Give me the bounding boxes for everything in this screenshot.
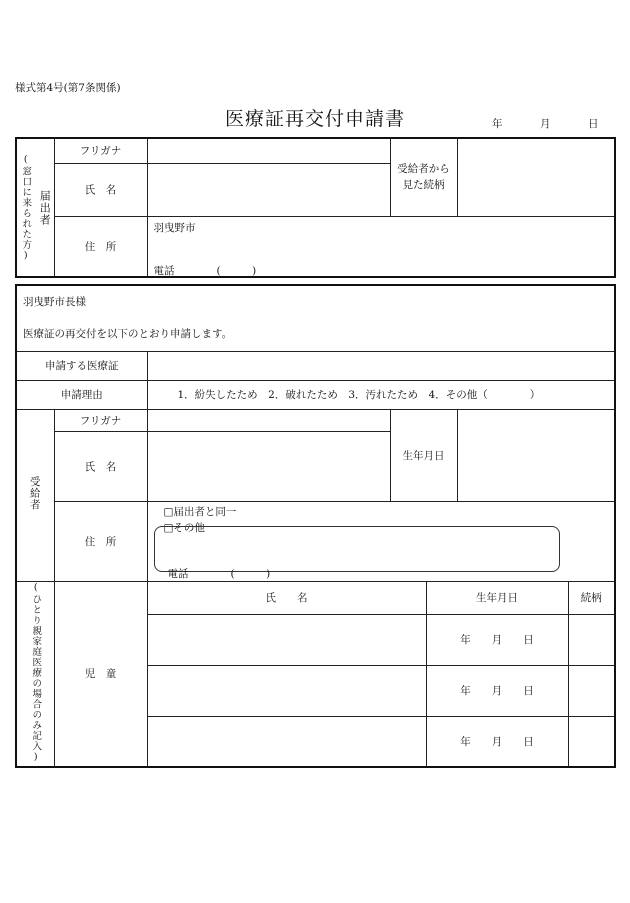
child-birth-field[interactable]: 年 月 日 xyxy=(426,614,568,665)
child-relation-field[interactable] xyxy=(568,665,615,716)
child-name-field[interactable] xyxy=(147,665,426,716)
applicant-name-label: 氏 名 xyxy=(54,163,147,216)
applicant-furigana-label: フリガナ xyxy=(54,138,147,163)
addressee: 羽曳野市長様 xyxy=(16,285,615,317)
applicant-name-field[interactable] xyxy=(147,163,390,216)
date-year-label: 年 xyxy=(492,118,503,130)
recipient-birth-field[interactable] xyxy=(457,409,615,501)
recipient-name-field[interactable] xyxy=(147,431,390,501)
recipient-furigana-field[interactable] xyxy=(147,409,390,431)
child-birth-field[interactable]: 年 月 日 xyxy=(426,716,568,767)
date-day-label: 日 xyxy=(588,118,599,130)
applicant-furigana-field[interactable] xyxy=(147,138,390,163)
request-table xyxy=(15,284,616,768)
same-as-applicant-checkbox[interactable]: □届出者と同一 xyxy=(163,505,237,518)
recipient-address-field[interactable] xyxy=(147,501,615,581)
date-month-label: 月 xyxy=(540,118,551,130)
recipient-birth-label: 生年月日 xyxy=(390,409,457,501)
applicant-relation-label: 受給者から見た続柄 xyxy=(390,138,457,216)
cert-label: 申請する医療証 xyxy=(16,351,147,380)
cert-field[interactable] xyxy=(147,351,615,380)
applicant-relation-field[interactable] xyxy=(457,138,615,216)
child-col-name: 氏 名 xyxy=(147,581,426,614)
child-name-field[interactable] xyxy=(147,614,426,665)
child-col-relation: 続柄 xyxy=(568,581,615,614)
applicant-table xyxy=(15,137,616,278)
child-label: 児 童 xyxy=(54,581,147,767)
applicant-address-label: 住 所 xyxy=(54,216,147,277)
recipient-name-label: 氏 名 xyxy=(54,431,147,501)
recipient-address-label: 住 所 xyxy=(54,501,147,581)
child-relation-field[interactable] xyxy=(568,614,615,665)
applicant-section-label: 届出者 (窓口に来られた方) xyxy=(16,138,54,277)
applicant-city: 羽曳野市 xyxy=(153,221,196,234)
recipient-furigana-label: フリガナ xyxy=(54,409,147,431)
recipient-phone: 電話 ( ) xyxy=(167,567,271,580)
other-address-checkbox[interactable]: □その他 xyxy=(163,521,205,534)
reason-options[interactable]: 1．紛失したため 2．破れたため 3．汚れたため 4．その他（ ） xyxy=(147,380,615,409)
child-relation-field[interactable] xyxy=(568,716,615,767)
child-birth-field[interactable]: 年 月 日 xyxy=(426,665,568,716)
child-col-birth: 生年月日 xyxy=(426,581,568,614)
form-number: 様式第4号(第7条関係) xyxy=(15,82,121,94)
applicant-phone: 電話 ( ) xyxy=(153,264,257,277)
recipient-section-label: 受給者 xyxy=(16,409,54,581)
request-statement: 医療証の再交付を以下のとおり申請します。 xyxy=(16,317,615,351)
reason-label: 申請理由 xyxy=(16,380,147,409)
children-section-label: (ひとり親家庭医療の場合のみ記入) xyxy=(16,581,54,767)
child-name-field[interactable] xyxy=(147,716,426,767)
page-title: 医療証再交付申請書 xyxy=(224,108,405,130)
applicant-address-field[interactable] xyxy=(147,216,615,277)
